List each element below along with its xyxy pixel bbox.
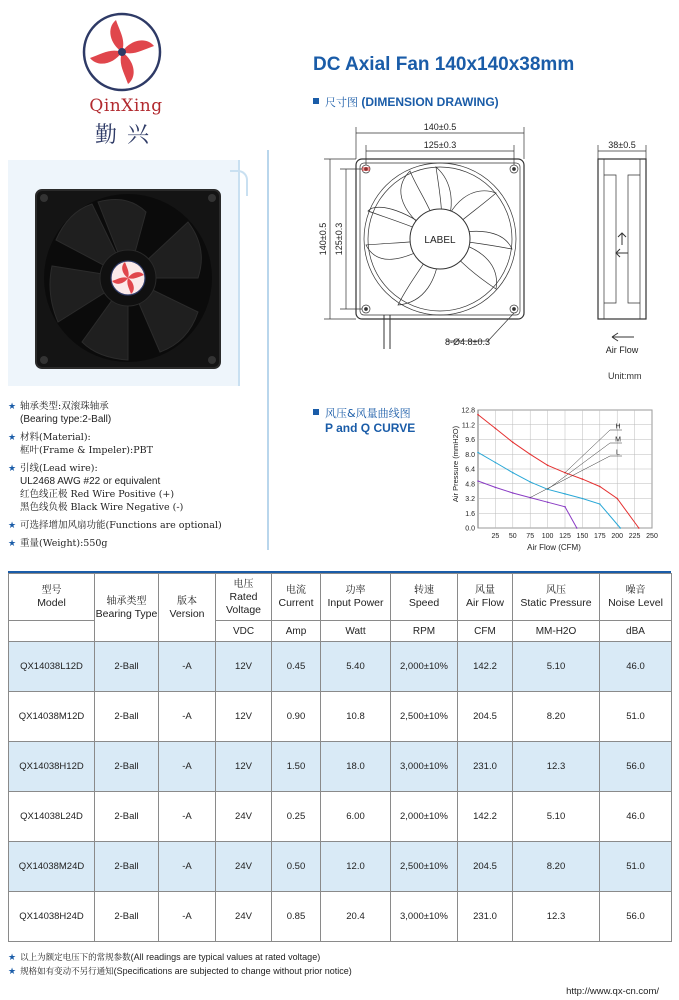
dim-width-outer: 140±0.5 bbox=[423, 122, 457, 132]
table-cell: 3,000±10% bbox=[391, 892, 458, 942]
x-tick-label: 75 bbox=[526, 533, 535, 540]
table-cell: 8.20 bbox=[513, 692, 600, 742]
y-tick-label: 9.6 bbox=[465, 437, 475, 444]
series-label-L: L bbox=[616, 449, 620, 457]
x-tick-label: 50 bbox=[508, 533, 517, 540]
dimension-drawing bbox=[300, 115, 670, 365]
table-cell: 5.10 bbox=[513, 642, 600, 692]
series-leader-line bbox=[565, 430, 610, 473]
chart-ylabel: Air Pressure (mmH2O) bbox=[451, 425, 460, 503]
table-cell: QX14038L12D bbox=[9, 642, 95, 692]
table-cell: 56.0 bbox=[600, 742, 672, 792]
table-cell: 46.0 bbox=[600, 792, 672, 842]
product-photo-panel bbox=[8, 160, 240, 386]
header-version: 版本 Version bbox=[159, 574, 216, 642]
table-cell: 8.20 bbox=[513, 842, 600, 892]
header-current: 电流 Current bbox=[272, 574, 321, 621]
dim-height-inner: 125±0.3 bbox=[334, 222, 344, 256]
table-cell: 5.40 bbox=[321, 642, 391, 692]
footnote: ★ 规格如有变动不另行通知(Specifications are subjected to change without prior notice) bbox=[8, 966, 352, 977]
table-cell: 231.0 bbox=[458, 892, 513, 942]
data-point bbox=[477, 480, 479, 482]
table-cell: 12V bbox=[216, 692, 272, 742]
unit-cell: VDC bbox=[216, 621, 272, 642]
table-cell: QX14038H24D bbox=[9, 892, 95, 942]
star-bullet-icon: ★ bbox=[8, 952, 17, 962]
header-pressure: 风压 Static Pressure bbox=[513, 574, 600, 621]
spec-functions: ★ 可选择增加风扇功能(Functions are optional) bbox=[8, 520, 222, 531]
data-point bbox=[512, 492, 514, 494]
table-cell: QX14038M24D bbox=[9, 842, 95, 892]
y-tick-label: 1.6 bbox=[465, 510, 475, 518]
chart-xlabel: Air Flow (CFM) bbox=[527, 543, 581, 552]
table-cell: 142.2 bbox=[458, 642, 513, 692]
table-cell: 2-Ball bbox=[95, 792, 159, 842]
star-bullet-icon: ★ bbox=[8, 463, 17, 473]
star-bullet-icon: ★ bbox=[8, 520, 17, 530]
data-point bbox=[529, 454, 531, 456]
y-tick-label: 11.2 bbox=[461, 422, 475, 430]
table-cell: 46.0 bbox=[600, 642, 672, 692]
table-cell: QX14038H12D bbox=[9, 742, 95, 792]
website-link[interactable]: http://www.qx-cn.com/ bbox=[566, 986, 659, 997]
data-point bbox=[582, 498, 584, 500]
data-point bbox=[495, 487, 497, 489]
table-cell: 12V bbox=[216, 742, 272, 792]
dimension-heading: 尺寸图 (DIMENSION DRAWING) bbox=[313, 94, 499, 110]
table-cell: 204.5 bbox=[458, 842, 513, 892]
data-point bbox=[495, 462, 497, 464]
table-cell: 12.3 bbox=[513, 892, 600, 942]
table-cell: -A bbox=[159, 792, 216, 842]
data-point bbox=[547, 501, 549, 503]
series-label-H: H bbox=[615, 423, 621, 431]
label-placeholder: LABEL bbox=[424, 235, 456, 246]
spec-material: ★ 材料(Material): 框叶(Frame & Impeler):PBT bbox=[8, 432, 153, 456]
table-row bbox=[9, 642, 672, 692]
table-cell: 10.8 bbox=[321, 692, 391, 742]
unit-cell-model bbox=[9, 621, 95, 642]
table-cell: 1.50 bbox=[272, 742, 321, 792]
dim-depth: 38±0.5 bbox=[608, 140, 636, 150]
series-line-M bbox=[478, 449, 620, 528]
x-tick-label: 125 bbox=[559, 533, 571, 540]
table-cell: 2-Ball bbox=[95, 692, 159, 742]
table-cell: 2-Ball bbox=[95, 642, 159, 692]
series-line-L bbox=[478, 481, 577, 528]
x-tick-label: 150 bbox=[576, 533, 589, 540]
table-cell: 0.50 bbox=[272, 842, 321, 892]
table-cell: -A bbox=[159, 642, 216, 692]
table-cell: -A bbox=[159, 842, 216, 892]
data-point bbox=[599, 486, 601, 488]
table-row bbox=[9, 692, 672, 742]
table-cell: 2,000±10% bbox=[391, 792, 458, 842]
page-title: DC Axial Fan 140x140x38mm bbox=[313, 54, 575, 75]
data-point bbox=[620, 527, 622, 529]
data-point bbox=[576, 527, 578, 529]
footnote: ★ 以上为额定电压下的常规参数(All readings are typical values at rated voltage) bbox=[8, 952, 321, 963]
footnotes bbox=[8, 951, 352, 979]
table-cell: 12.0 bbox=[321, 842, 391, 892]
star-bullet-icon: ★ bbox=[8, 432, 17, 442]
table-cell: 0.90 bbox=[272, 692, 321, 742]
table-row bbox=[9, 842, 672, 892]
data-point bbox=[564, 506, 566, 508]
data-point bbox=[495, 428, 497, 430]
header-voltage: 电压 Rated Voltage bbox=[216, 574, 272, 621]
table-header-row bbox=[9, 574, 672, 621]
data-point bbox=[638, 527, 640, 529]
y-tick-label: 0.0 bbox=[465, 525, 475, 533]
header-airflow: 风量 Air Flow bbox=[458, 574, 513, 621]
brand-name-cn: 勤兴 bbox=[94, 123, 159, 148]
unit-cell: Amp bbox=[272, 621, 321, 642]
y-tick-label: 3.2 bbox=[465, 496, 475, 503]
table-cell: 2-Ball bbox=[95, 742, 159, 792]
star-bullet-icon: ★ bbox=[8, 401, 17, 411]
y-tick-label: 6.4 bbox=[465, 466, 475, 474]
dim-hole-spec: 8-Ø4.8±0.3 bbox=[445, 337, 490, 347]
table-cell: 24V bbox=[216, 892, 272, 942]
divider bbox=[267, 150, 269, 550]
table-cell: 142.2 bbox=[458, 792, 513, 842]
airflow-label: Air Flow bbox=[605, 345, 639, 355]
unit-label: Unit:mm bbox=[608, 371, 642, 381]
y-tick-label: 4.8 bbox=[465, 481, 475, 489]
x-tick-label: 175 bbox=[593, 533, 606, 540]
data-point bbox=[477, 452, 479, 454]
curve-heading: 风压&风量曲线图 P and Q CURVE bbox=[313, 406, 415, 436]
table-cell: 2,500±10% bbox=[391, 692, 458, 742]
table-cell: 12V bbox=[216, 642, 272, 692]
table-cell: 56.0 bbox=[600, 892, 672, 942]
unit-cell: dBA bbox=[600, 621, 672, 642]
table-row bbox=[9, 742, 672, 792]
spec-lead-wire: ★ 引线(Lead wire): UL2468 AWG #22 or equivalent 红色线正极 Red Wire Positive (+) 黑色线负极 Black Wire Negative (-) bbox=[8, 463, 184, 513]
table-row bbox=[9, 892, 672, 942]
panel-tab-decoration bbox=[230, 170, 248, 196]
y-tick-label: 12.8 bbox=[461, 407, 475, 415]
unit-cell: CFM bbox=[458, 621, 513, 642]
table-cell: QX14038L24D bbox=[9, 792, 95, 842]
series-label-M: M bbox=[615, 436, 621, 444]
unit-cell: MM-H2O bbox=[513, 621, 600, 642]
table-cell: 2-Ball bbox=[95, 842, 159, 892]
data-point bbox=[582, 478, 584, 480]
x-tick-label: 225 bbox=[628, 533, 641, 540]
spec-weight: ★ 重量(Weight):550g bbox=[8, 538, 108, 549]
square-bullet-icon bbox=[313, 98, 319, 104]
dim-height-outer: 140±0.5 bbox=[318, 222, 328, 256]
header-power: 功率 Input Power bbox=[321, 574, 391, 621]
brand-name: QinXing bbox=[89, 96, 163, 116]
x-tick-label: 250 bbox=[646, 533, 658, 540]
table-cell: 51.0 bbox=[600, 692, 672, 742]
table-cell: 18.0 bbox=[321, 742, 391, 792]
header-bearing: 轴承类型 Bearing Type bbox=[95, 574, 159, 642]
table-cell: 5.10 bbox=[513, 792, 600, 842]
dim-width-inner: 125±0.3 bbox=[423, 140, 457, 150]
unit-cell: Watt bbox=[321, 621, 391, 642]
table-cell: 0.85 bbox=[272, 892, 321, 942]
table-row bbox=[9, 792, 672, 842]
fan-photo bbox=[28, 182, 228, 372]
table-cell: 0.45 bbox=[272, 642, 321, 692]
table-cell: -A bbox=[159, 692, 216, 742]
x-tick-label: 100 bbox=[541, 533, 554, 540]
header-model: 型号 Model bbox=[9, 574, 95, 621]
pq-curve-chart bbox=[440, 400, 670, 558]
table-cell: 20.4 bbox=[321, 892, 391, 942]
data-point bbox=[529, 481, 531, 483]
star-bullet-icon: ★ bbox=[8, 966, 17, 976]
table-cell: 0.25 bbox=[272, 792, 321, 842]
table-cell: 2,500±10% bbox=[391, 842, 458, 892]
fan-logo-icon bbox=[80, 10, 164, 94]
table-cell: QX14038M12D bbox=[9, 692, 95, 742]
header-speed: 转速 Speed bbox=[391, 574, 458, 621]
y-tick-label: 8.0 bbox=[465, 451, 475, 459]
data-point bbox=[512, 472, 514, 474]
table-cell: 2-Ball bbox=[95, 892, 159, 942]
data-point bbox=[547, 465, 549, 467]
table-cell: 6.00 bbox=[321, 792, 391, 842]
header-noise: 噪音 Noise Level bbox=[600, 574, 672, 621]
star-bullet-icon: ★ bbox=[8, 538, 17, 548]
table-cell: 24V bbox=[216, 792, 272, 842]
table-cell: 2,000±10% bbox=[391, 642, 458, 692]
table-cell: -A bbox=[159, 892, 216, 942]
table-cell: 12.3 bbox=[513, 742, 600, 792]
x-tick-label: 200 bbox=[611, 533, 624, 540]
square-bullet-icon bbox=[313, 409, 319, 415]
data-point bbox=[616, 498, 618, 500]
unit-cell: RPM bbox=[391, 621, 458, 642]
spec-list bbox=[8, 400, 263, 555]
spec-bearing: ★ 轴承类型:双滚珠轴承 (Bearing type:2-Ball) bbox=[8, 401, 112, 425]
table-cell: -A bbox=[159, 742, 216, 792]
table-cell: 24V bbox=[216, 842, 272, 892]
spec-table bbox=[8, 573, 672, 942]
data-point bbox=[477, 414, 479, 416]
series-leader-line bbox=[548, 443, 610, 489]
table-cell: 51.0 bbox=[600, 842, 672, 892]
table-cell: 204.5 bbox=[458, 692, 513, 742]
x-tick-label: 25 bbox=[491, 533, 500, 540]
data-point bbox=[599, 503, 601, 505]
series-line-H bbox=[478, 415, 639, 528]
table-cell: 3,000±10% bbox=[391, 742, 458, 792]
data-point bbox=[564, 493, 566, 495]
table-cell: 231.0 bbox=[458, 742, 513, 792]
data-point bbox=[512, 442, 514, 444]
